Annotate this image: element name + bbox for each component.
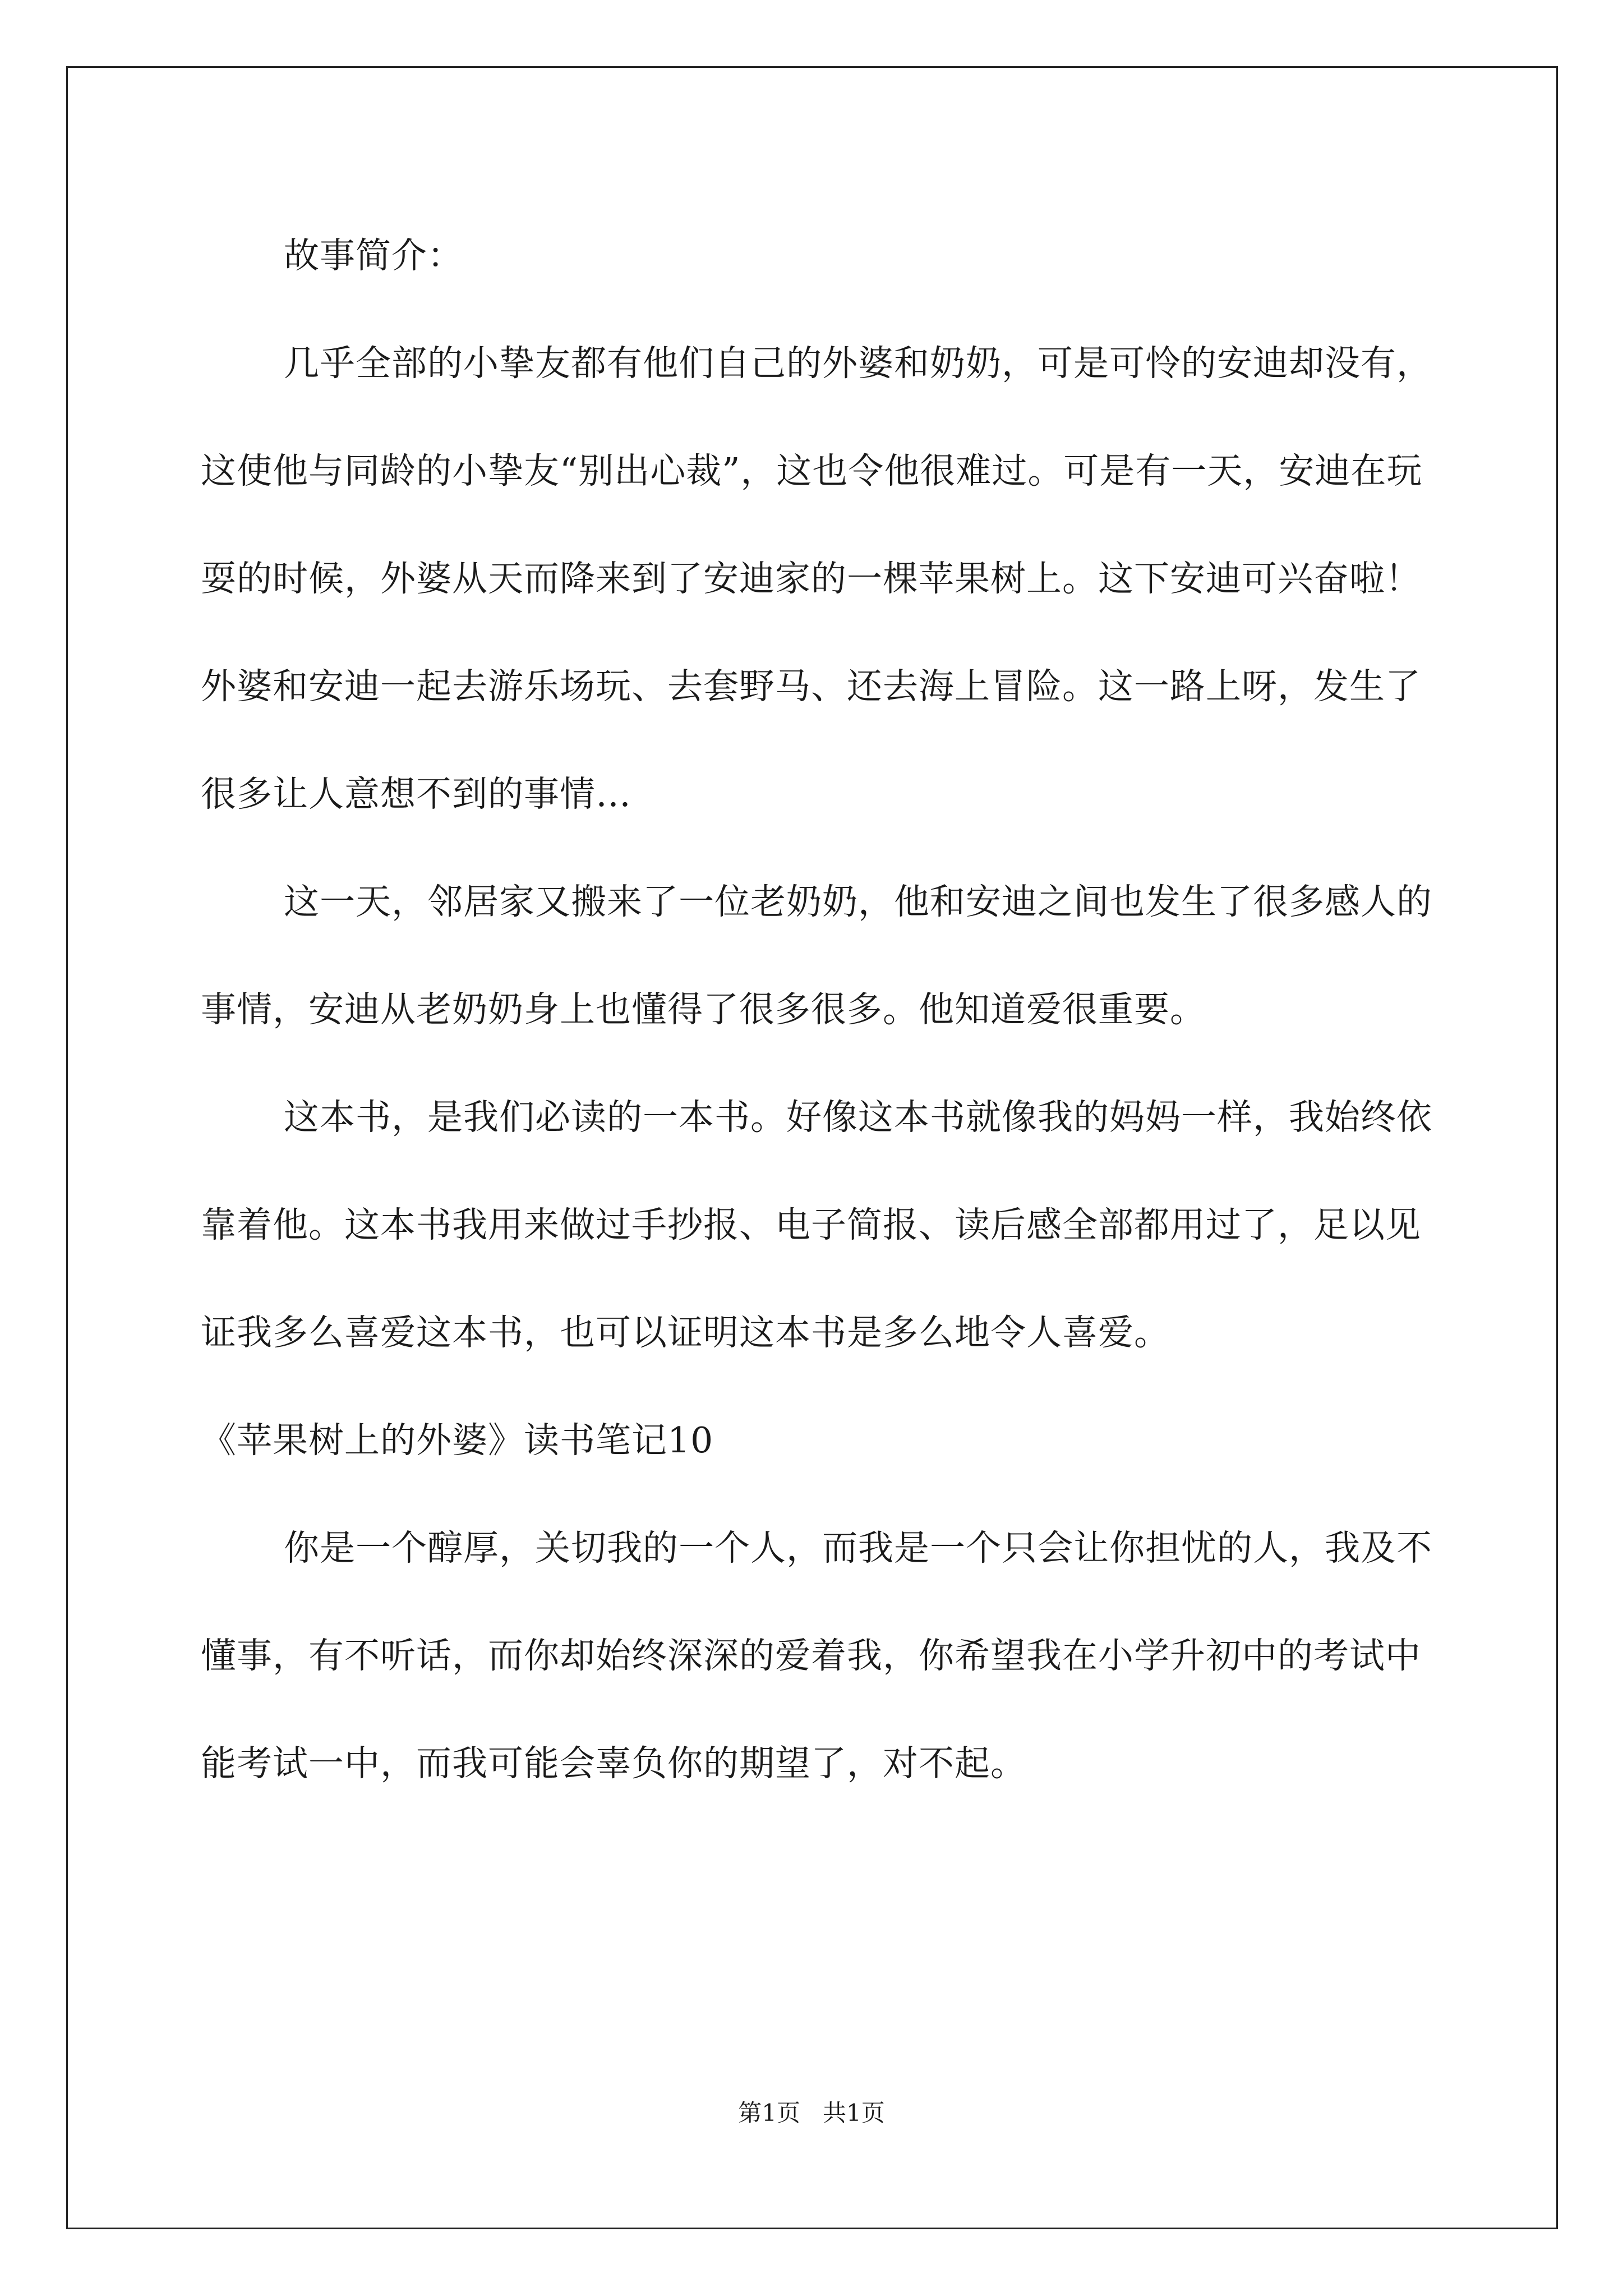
page-footer — [0, 2096, 1623, 2130]
paragraph-neighbor-grandma: 这一天，邻居家又搬来了一位老奶奶，他和安迪之间也发生了很多感人的事情，安迪从老奶奶身上也懂得了很多很多。他知道爱很重要。 — [201, 881, 1432, 1030]
document-body — [201, 202, 1435, 1818]
section-heading-intro: 故事简介： — [284, 235, 463, 276]
page-number-current: 第1页 — [738, 2099, 800, 2127]
section-title-reading-note: 《苹果树上的外婆》读书笔记10 — [201, 1420, 714, 1461]
page-number-total: 共1页 — [823, 2099, 885, 2127]
paragraph-letter: 你是一个醇厚，关切我的一个人，而我是一个只会让你担忧的人，我及不懂事，有不听话，而你却始终深深的爱着我，你希望我在小学升初中的考试中能考试一中，而我可能会辜负你的期望了，对不起。 — [201, 1527, 1432, 1784]
paragraph-book-opinion: 这本书，是我们必读的一本书。好像这本书就像我的妈妈一样，我始终依靠着他。这本书我用来做过手抄报、电子简报、读后感全部都用过了，足以见证我多么喜爱这本书，也可以证明这本书是多么地令人喜爱。 — [201, 1097, 1432, 1353]
paragraph-story-summary: 几乎全部的小挚友都有他们自己的外婆和奶奶，可是可怜的安迪却没有，这使他与同龄的小挚友“别出心裁”，这也令他很难过。可是有一天，安迪在玩耍的时候，外婆从天而降来到了安迪家的一棵苹果树上。这下安迪可兴奋啦！外婆和安迪一起去游乐场玩、去套野马、还去海上冒险。这一路上呀，发生了很多让人意想不到的事情… — [201, 343, 1432, 815]
